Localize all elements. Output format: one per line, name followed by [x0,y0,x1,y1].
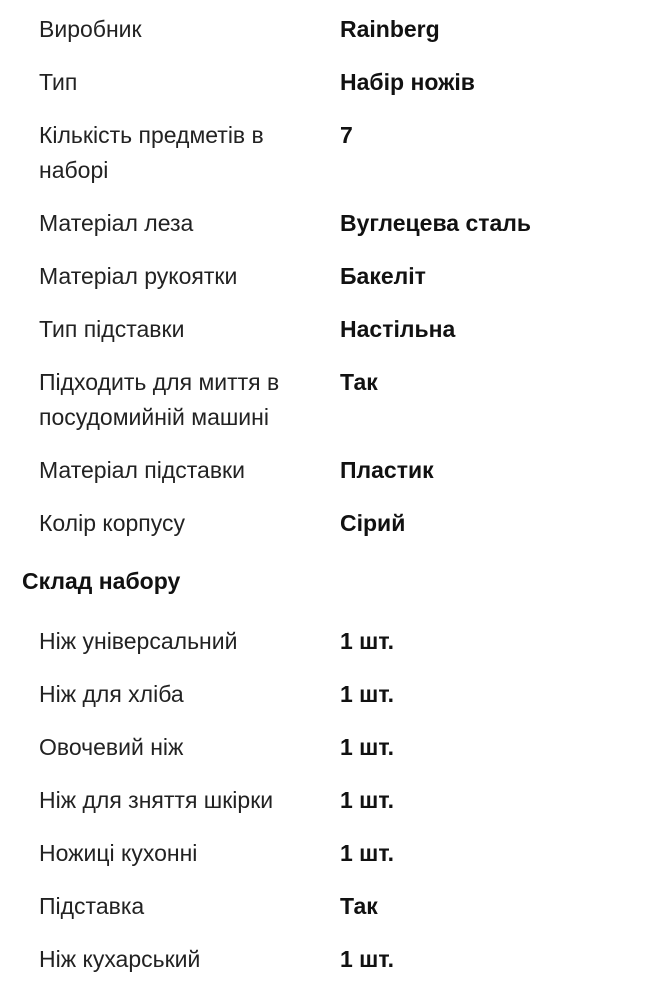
spec-value: Набір ножів [340,69,475,95]
spec-value: Сірий [340,510,406,536]
spec-label: Матеріал підставки [39,457,245,483]
spec-label: Тип [39,69,78,95]
spec-value: Вуглецева сталь [340,210,532,236]
set-item-label: Ніж для зняття шкірки [39,787,274,813]
spec-label: Колір корпусу [39,510,185,536]
spec-value: Пластик [340,457,434,483]
set-item-value: 1 шт. [340,628,394,654]
spec-value: Бакеліт [340,263,426,289]
set-item-value: 1 шт. [340,734,394,760]
set-item-label: Ніж універсальний [39,628,238,654]
section-title-set-contents: Склад набору [22,568,181,594]
spec-label: Кількість предметів в наборі [39,122,264,183]
spec-label: Матеріал рукоятки [39,263,238,289]
spec-value: Настільна [340,316,456,342]
set-item-label: Ніж для хліба [39,681,184,707]
spec-label: Матеріал леза [39,210,194,236]
spec-value: Rainberg [340,16,440,42]
set-item-value: 1 шт. [340,787,394,813]
set-item-value: 1 шт. [340,840,394,866]
set-item-label: Підставка [39,893,145,919]
spec-value: 7 [340,122,353,148]
set-item-label: Ножиці кухонні [39,840,198,866]
set-item-label: Овочевий ніж [39,734,184,760]
spec-label: Виробник [39,16,142,42]
spec-label: Тип підставки [39,316,185,342]
set-item-label: Ніж кухарський [39,946,201,972]
set-item-value: 1 шт. [340,946,394,972]
spec-label: Підходить для миття в посудомийній машині [39,369,280,430]
set-item-value: Так [340,893,378,919]
spec-value: Так [340,369,378,395]
set-item-value: 1 шт. [340,681,394,707]
